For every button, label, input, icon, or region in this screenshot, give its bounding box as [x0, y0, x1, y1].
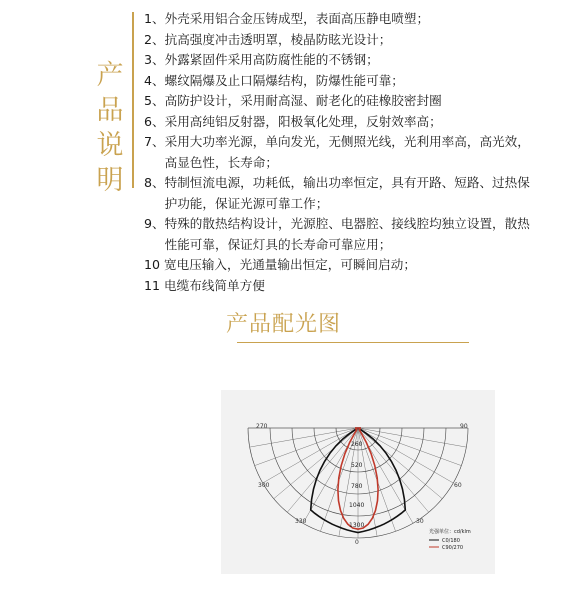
- product-description-title: [96, 58, 124, 198]
- feature-item: [144, 132, 534, 173]
- feature-text: 螺纹隔爆及止口隔爆结构，防爆性能可靠；: [164, 72, 404, 88]
- feature-number: 5、: [144, 93, 165, 108]
- feature-text: 特制恒流电源，功耗低，输出功率恒定，具有开路、短路、过热保护功能，保证光源可靠工作；: [164, 175, 530, 211]
- polar-grid-spoke: [274, 428, 358, 499]
- feature-text: 采用大功率光源，单向发光，无侧照光线，光利用率高，高光效，高显色性，长寿命；: [164, 134, 530, 170]
- radial-label: 1040: [349, 502, 365, 509]
- angle-label-90: 90: [460, 423, 468, 430]
- feature-number: 7、: [144, 134, 165, 149]
- feature-list: [144, 9, 534, 296]
- polar-grid-spoke: [358, 428, 429, 512]
- feature-item: [144, 112, 534, 133]
- feature-item: [144, 214, 534, 255]
- feature-number: 3、: [144, 52, 165, 67]
- angle-label-60: 60: [454, 482, 462, 489]
- angle-label-270: 270: [256, 423, 268, 430]
- feature-item: [144, 255, 534, 276]
- feature-number: 6、: [144, 113, 165, 129]
- feature-text: 抗高强度冲击透明罩，棱晶防眩光设计；: [164, 31, 392, 47]
- polar-grid-spoke: [287, 428, 358, 512]
- radial-label: 780: [351, 483, 363, 490]
- polar-grid-spoke: [358, 428, 442, 499]
- section-title-underline: [237, 342, 469, 343]
- legend-label-c0: C0/180: [442, 538, 460, 544]
- angle-label-30: 30: [416, 518, 424, 525]
- polar-light-distribution-diagram: [221, 390, 495, 574]
- feature-number: 2、: [144, 31, 165, 47]
- feature-text: 特殊的散热结构设计，光源腔、电器腔、接线腔均独立设置，散热性能可靠，保证灯具的长寿命可靠应用；: [164, 216, 530, 252]
- feature-text: 外壳采用铝合金压铸成型，表面高压静电喷塑；: [164, 11, 430, 26]
- feature-text: 采用高纯铝反射器，阳极氧化处理，反射效率高；: [164, 113, 442, 129]
- title-divider: [132, 12, 134, 188]
- feature-text: 电缆布线简单方便: [164, 277, 265, 293]
- radial-label: 1300: [349, 522, 365, 529]
- angle-label-0: 0: [355, 539, 359, 546]
- side-title-char: 明: [96, 165, 124, 196]
- feature-item: [144, 9, 534, 30]
- light-distribution-title: 产品配光图: [225, 312, 341, 337]
- feature-item: [144, 30, 534, 51]
- angle-label-300: 300: [258, 482, 270, 489]
- radial-label: 520: [351, 462, 363, 469]
- feature-text: 外露紧固件采用高防腐性能的不锈钢；: [164, 52, 379, 67]
- feature-text: 宽电压输入，光通量输出恒定，可瞬间启动；: [164, 257, 416, 272]
- feature-item: [144, 173, 534, 214]
- feature-item: [144, 276, 534, 297]
- feature-number: 10: [144, 257, 165, 272]
- side-title-char: 说: [96, 130, 124, 161]
- feature-number: 4、: [144, 72, 165, 88]
- angle-label-330: 330: [295, 518, 307, 525]
- feature-number: 8、: [144, 175, 165, 190]
- feature-item: [144, 50, 534, 71]
- feature-number: 1、: [144, 11, 165, 26]
- feature-item: [144, 71, 534, 92]
- diagram-legend: [429, 528, 471, 551]
- radial-label: 260: [351, 441, 363, 448]
- feature-number: 9、: [144, 216, 165, 231]
- side-title-char: 品: [96, 95, 124, 126]
- polar-diagram-panel: [221, 390, 495, 574]
- feature-text: 高防护设计，采用耐高湿、耐老化的硅橡胶密封圈: [164, 93, 442, 108]
- legend-title: 光强单位：cd/klm: [429, 529, 471, 535]
- side-title-char: 产: [96, 60, 124, 91]
- legend-label-c90: C90/270: [442, 545, 464, 551]
- feature-number: 11: [144, 277, 165, 293]
- feature-item: [144, 91, 534, 112]
